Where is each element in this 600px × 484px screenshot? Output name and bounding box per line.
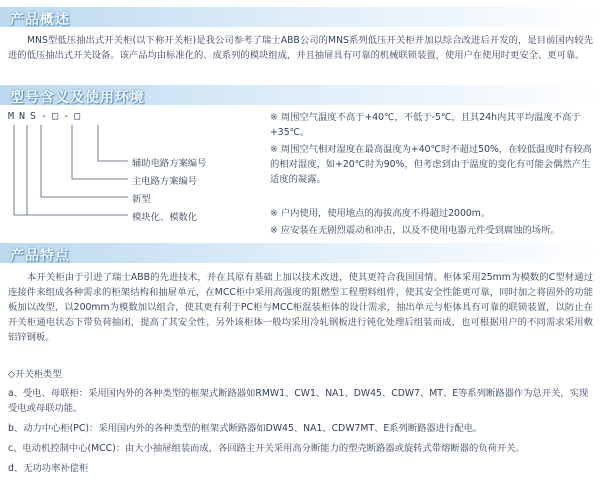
bullet-mark: ※ [270, 112, 278, 123]
tree-label-modular: 模块化、模数化 [132, 212, 198, 223]
section-title-overview: 产品概述 [10, 12, 70, 28]
bullet-mark: ※ [270, 208, 278, 219]
features-paragraph: 本开关柜由于引进了瑞士ABB的先进技术，并在其原有基础上加以技术改进，使其更符合我国国情。柜体采用25mm为模数的C型材通过连接件来组成各种需求的柜架结构和抽屉单元，在MCC柜中采用高强度的阻燃型工程塑料组件，使其安全性能更可靠，同时加之将固外的功能板加以改型，以200mm为模数加以组合，使其更有利于PC柜与MCC柜混装柜体的设计需求，抽出单元与柜体具有可靠的联锁装置，以防止在开关柜通电状态下带负荷抽闭，提高了其安全性，另外该柜体一般均采用冷轧钢板进行钝化处理后组装而成，也可根据用户的不同需求采用敷铝锌钢板。 [8, 272, 593, 343]
env-item [270, 110, 592, 140]
env-item-text: 周围空气温度不高于+40℃，不低于-5℃，且其24h内其平均温度不高于+35℃。 [270, 112, 581, 138]
bullet-mark: ※ [270, 225, 278, 236]
env-item [270, 223, 592, 238]
env-item [270, 206, 592, 221]
bullet-mark: ※ [270, 144, 278, 155]
feature-item: d、无功功率补偿柜 [8, 463, 89, 474]
tree-label-main-circuit: 主电路方案编号 [132, 176, 198, 187]
env-item-text: 周围空气相对湿度在最高温度为+40℃时不超过50%，在较低温度时有较高的相对湿度，如+20℃时为90%，但考虑到由于温度的变化有可能会偶然产生适度的凝露。 [270, 144, 592, 185]
feature-item: c、电动机控制中心(MCC)：由大小抽屉组装而成，各回路主开关采用高分断能力的塑壳断路器或旋转式带熔断器的负荷开关。 [8, 443, 525, 454]
env-item [270, 142, 592, 187]
overview-paragraph: MNS型低压抽出式开关柜(以下称开关柜)是我公司参考了瑞士ABB公司的MNS系列低压开关柜并加以综合改进后开发的，是目前国内较先进的低压抽出式开关设备。该产品均由标准化的、成系列的模块组成，并且抽屉具有可靠的机械联锁装置，使用户在使用时更安全、更可靠。 [8, 35, 593, 61]
tree-label-new-type: 新型 [132, 194, 151, 205]
feature-item: b、动力中心柜(PC)：采用国内外的各种类型的框架式断路器如DW45、NA1、CDW7MT、E系列断路器进行配电。 [8, 423, 483, 434]
section-title-model: 型号含义及使用环境 [10, 90, 145, 106]
env-item-text: 户内使用，使用地点的海拔高度不得超过2000m。 [280, 208, 491, 219]
tree-label-aux-circuit: 辅助电路方案编号 [132, 158, 207, 169]
feature-item: a、受电、母联柜：采用国内外的各种类型的框架式断路器如RMW1、CW1、NA1、DW45、CDW7、MT、E等系列断路器作为总开关，实现受电或母联功能。 [8, 388, 589, 414]
section-header-features [0, 243, 600, 263]
env-item-text: 应安装在无剧烈震动和冲击，以及不使用电器元件受到腐蚀的场所。 [280, 225, 560, 236]
model-code: MNS-□-□ [8, 111, 86, 122]
feature-type-heading: ◇开关柜类型 [8, 369, 62, 380]
model-code-diagram [0, 0, 260, 250]
section-title-features: 产品特点 [10, 248, 70, 264]
